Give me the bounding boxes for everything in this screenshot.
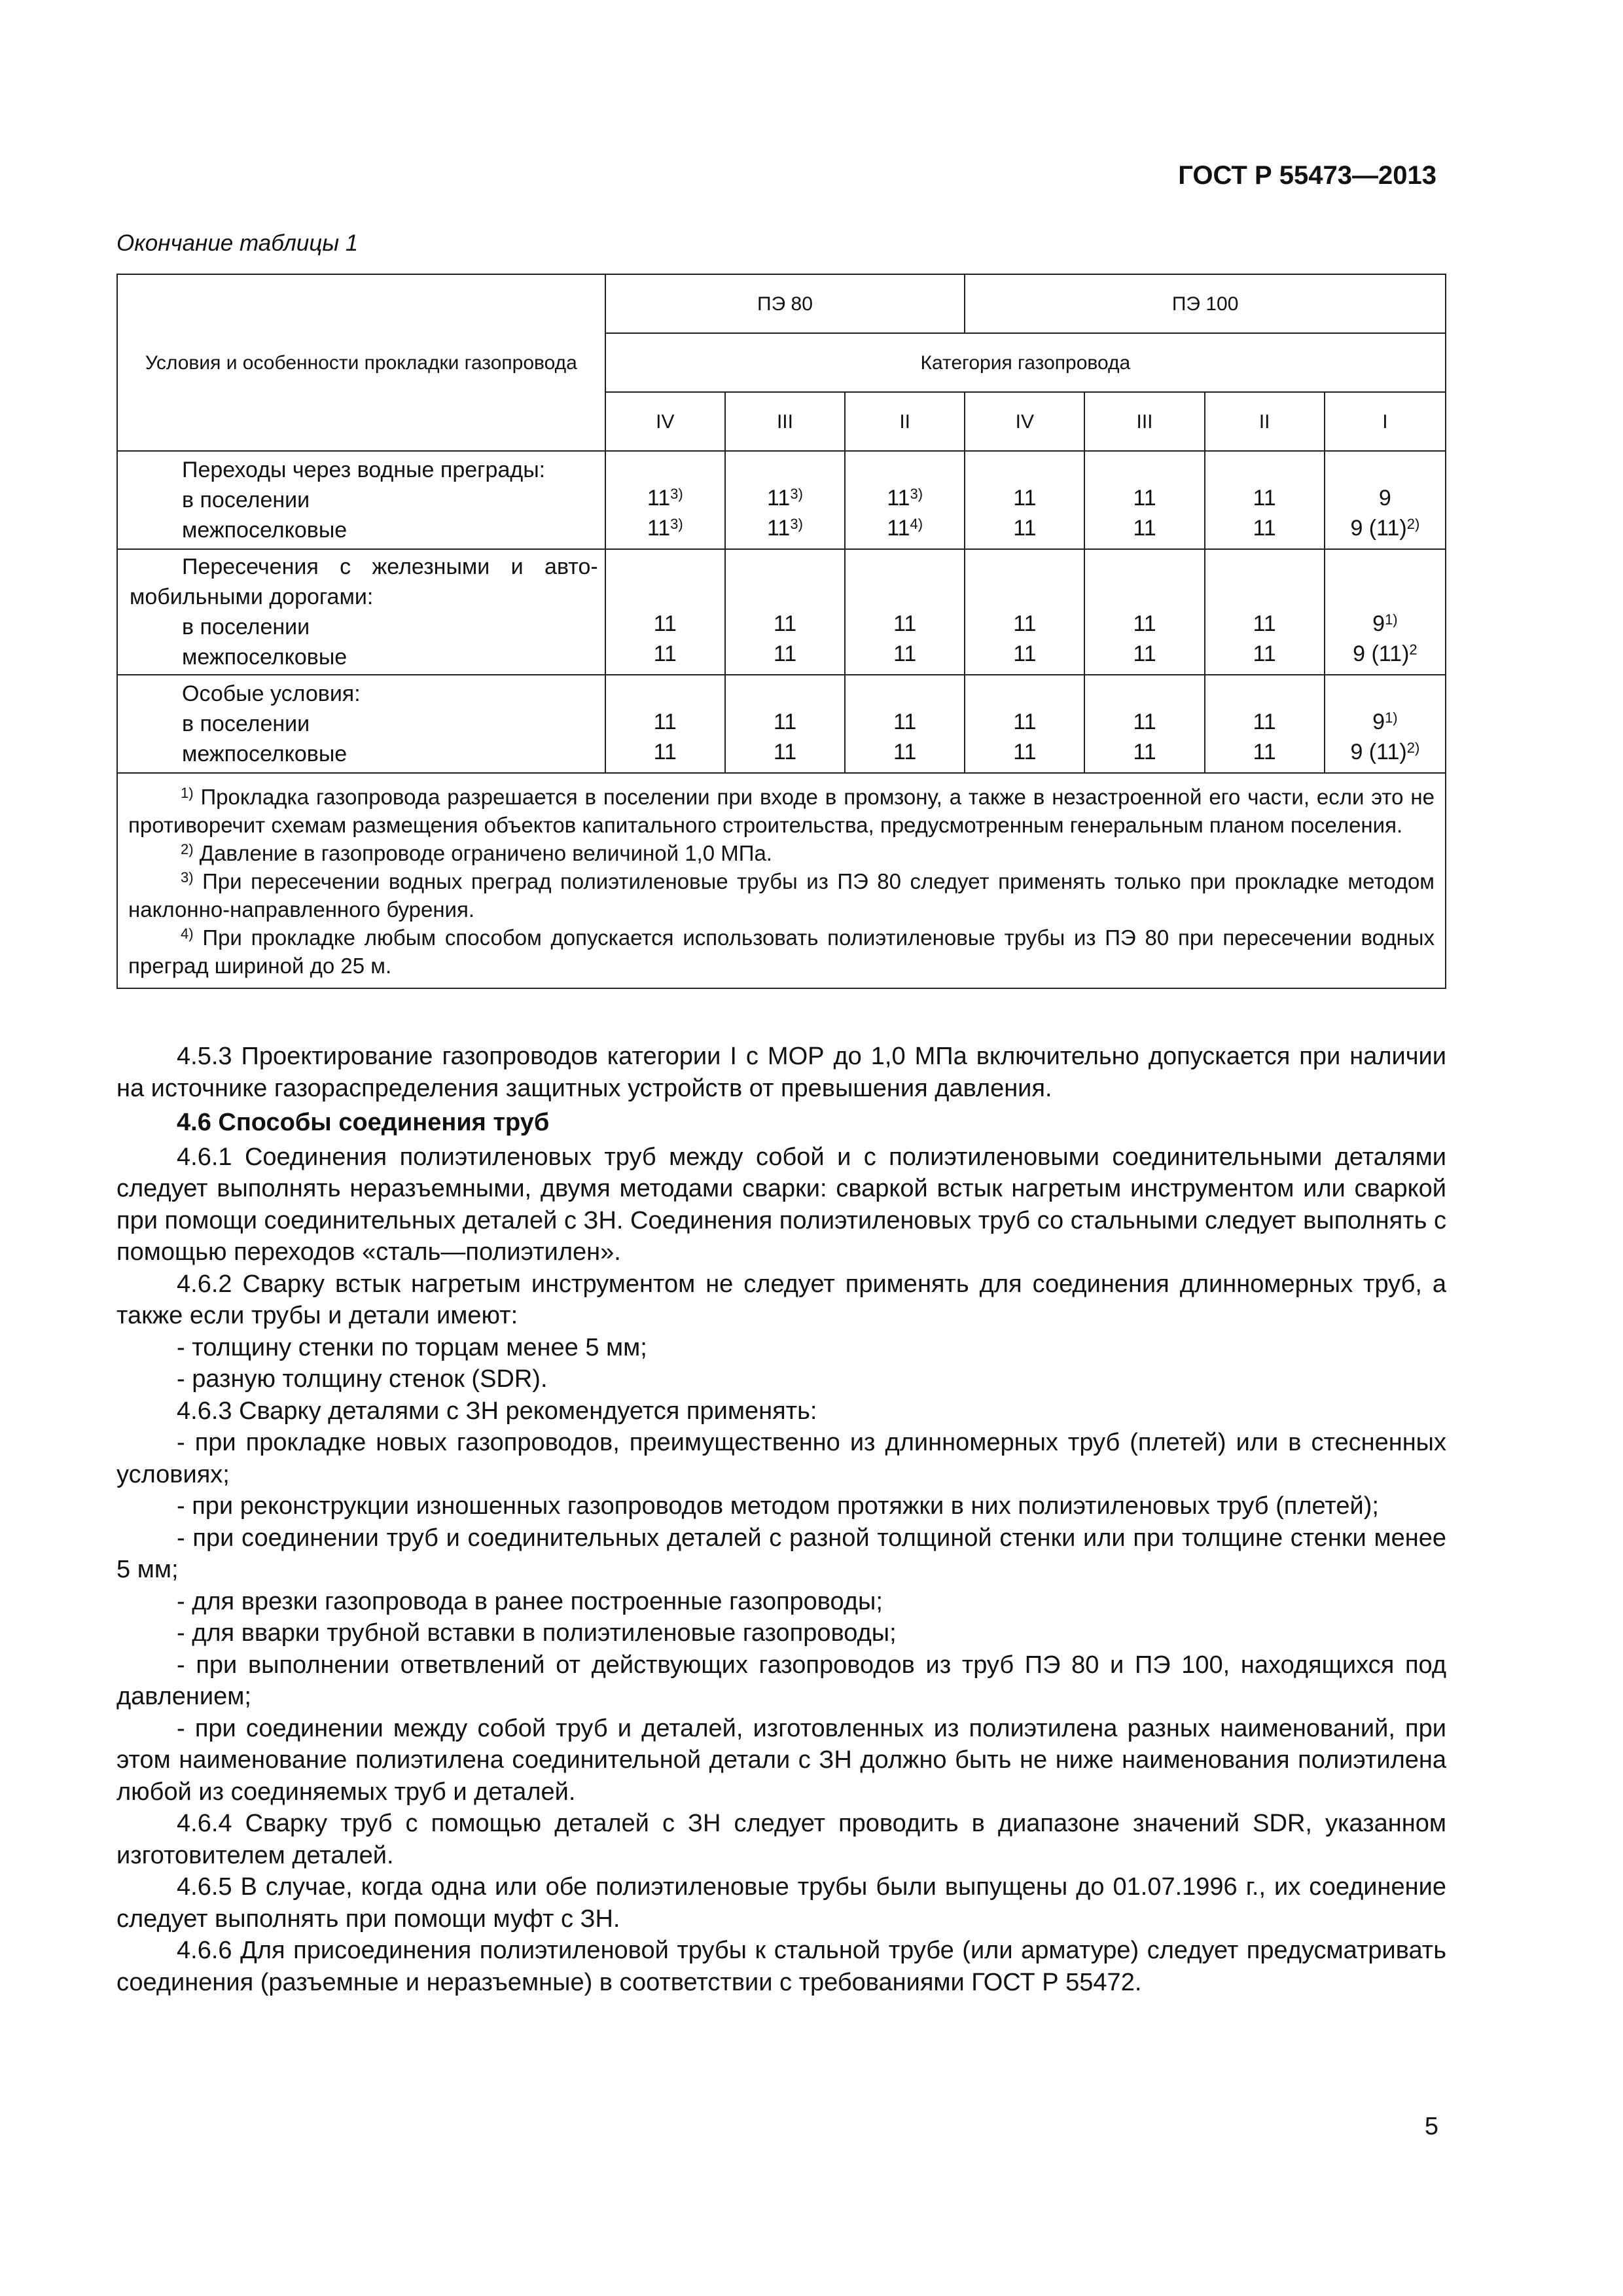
section-heading-4-6: 4.6 Способы соединения труб — [177, 1109, 550, 1136]
condition-sub: в поселении — [182, 711, 310, 736]
condition-cell — [117, 549, 605, 675]
value-cell: 11 11 — [845, 549, 965, 675]
value-cell: 9$^{1)}$ 9 $(11)^2$ — [1325, 549, 1446, 675]
list-item: - для врезки газопровода в ранее построенные газопроводы; — [177, 1587, 883, 1615]
paragraph-4-6-1: 4.6.1 Соединения полиэтиленовых труб между собой и с полиэтиленовыми соединительными деталями следует выполнять неразъемными, двумя методами сварки: сваркой встык нагретым инструментом или сваркой при помощи соединительных деталей с ЗН. Соединения полиэтиленовых труб со стальными следует выполнять с помощью переходов «сталь—полиэтилен». — [116, 1143, 1446, 1266]
table-note: $^{1)}$ Прокладка газопровода разрешается в поселении при входе в промзону, а также в незастроенной его части, если это не противоречит схемам размещения объектов капитального строительства, предусмотренным генеральным планом поселения. — [128, 785, 1435, 837]
value-cell: 11 11 — [1084, 675, 1204, 773]
value-cell: 11 11 — [1084, 549, 1204, 675]
pipe-sdr-table — [116, 274, 1446, 989]
table-note: $^{4)}$ При прокладке любым способом допускается использовать полиэтиленовые трубы из ПЭ 80 при пересечении водных преград шириной до 25 м. — [128, 925, 1435, 978]
value-cell: 11 11 — [605, 675, 725, 773]
condition-title: Пересечения с железными и авто- — [182, 554, 598, 579]
paragraph-4-6-6: 4.6.6 Для присоединения полиэтиленовой трубы к стальной трубе (или арматуре) следует предусматривать соединения (разъемные и неразъемные) в соответствии с требованиями ГОСТ Р 55472. — [116, 1937, 1446, 1996]
category-cell: IV — [965, 392, 1084, 451]
value-cell: 11 11 — [965, 451, 1084, 549]
category-cell: IV — [605, 392, 725, 451]
value-cell: 11 11 — [845, 675, 965, 773]
list-item: - разную толщину стенок (SDR). — [177, 1365, 548, 1393]
table-row — [117, 451, 1446, 549]
paragraph-4-6-3: 4.6.3 Сварку деталями с ЗН рекомендуется применять: — [177, 1397, 817, 1425]
value-cell: 11 11 — [1205, 549, 1325, 675]
conditions-header: Условия и особенности прокладки газопровода — [117, 274, 605, 451]
value-cell: 11 11 — [725, 675, 845, 773]
value-cell: 11 11 — [725, 549, 845, 675]
list-item: - толщину стенки по торцам менее 5 мм; — [177, 1333, 647, 1361]
condition-cell — [117, 675, 605, 773]
value-cell: 11 11 — [1205, 451, 1325, 549]
condition-sub: межпоселковые — [182, 742, 348, 766]
page-number: 5 — [1424, 2113, 1438, 2140]
condition-sub: в поселении — [182, 488, 310, 512]
category-cell: III — [1084, 392, 1204, 451]
paragraph-4-6-5: 4.6.5 В случае, когда одна или обе полиэтиленовые трубы были выпущены до 01.07.1996 г., их соединение следует выполнять при помощи муфт с ЗН. — [116, 1873, 1446, 1933]
list-item: - при соединении между собой труб и деталей, изготовленных из полиэтилена разных наименований, при этом наименование полиэтилена соединительной детали с ЗН должно быть не ниже наименования полиэтилена любой из соединяемых труб и деталей. — [116, 1714, 1446, 1806]
condition-sub: межпоселковые — [182, 518, 348, 543]
value-cell: 11$^{3)}$ 11$^{3)}$ — [605, 451, 725, 549]
value-cell: 11 11 — [965, 549, 1084, 675]
condition-cell — [117, 451, 605, 549]
condition-sub: в поселении — [182, 615, 310, 639]
list-item: - при прокладке новых газопроводов, преимущественно из длинномерных труб (плетей) или в стесненных условиях; — [116, 1429, 1446, 1488]
condition-title-cont: мобильными дорогами: — [130, 584, 374, 609]
category-cell: I — [1325, 392, 1446, 451]
list-item: - при выполнении ответвлений от действующих газопроводов из труб ПЭ 80 и ПЭ 100, находящихся под давлением; — [116, 1651, 1446, 1710]
value-cell: 11 11 — [1084, 451, 1204, 549]
pe80-header: ПЭ 80 — [605, 274, 965, 333]
table-row — [117, 549, 1446, 675]
category-cell: III — [725, 392, 845, 451]
paragraph-4-6-4: 4.6.4 Сварку труб с помощью деталей с ЗН следует проводить в диапазоне значений SDR, указанном изготовителем деталей. — [116, 1810, 1446, 1869]
document-code: ГОСТ Р 55473—2013 — [1178, 161, 1436, 190]
list-item: - для вварки трубной вставки в полиэтиленовые газопроводы; — [177, 1619, 897, 1647]
value-cell: 9 9 $(11)^{2)}$ — [1325, 451, 1446, 549]
category-header: Категория газопровода — [605, 333, 1446, 392]
paragraph-4-5-3: 4.5.3 Проектирование газопроводов категории I с МОР до 1,0 МПа включительно допускается при наличии на источнике газораспределения защитных устройств от превышения давления. — [116, 1043, 1446, 1102]
condition-title: Особые условия: — [182, 681, 361, 706]
table-caption: Окончание таблицы 1 — [116, 230, 359, 256]
body-text — [116, 1041, 1446, 1998]
value-cell: 11$^{3)}$ 11$^{3)}$ — [725, 451, 845, 549]
category-cell: II — [845, 392, 965, 451]
condition-title: Переходы через водные преграды: — [182, 457, 546, 482]
list-item: - при реконструкции изношенных газопроводов методом протяжки в них полиэтиленовых труб (плетей); — [177, 1492, 1379, 1520]
table-note: $^{2)}$ Давление в газопроводе ограничено величиной 1,0 МПа. — [181, 841, 772, 865]
condition-sub: межпоселковые — [182, 645, 348, 670]
value-cell: 9$^{1)}$ 9 $(11)^{2)}$ — [1325, 675, 1446, 773]
value-cell: 11 11 — [1205, 675, 1325, 773]
pe100-header: ПЭ 100 — [965, 274, 1446, 333]
list-item: - при соединении труб и соединительных деталей с разной толщиной стенки или при толщине стенки менее 5 мм; — [116, 1524, 1446, 1583]
table-row — [117, 675, 1446, 773]
category-cell: II — [1205, 392, 1325, 451]
paragraph-4-6-2: 4.6.2 Сварку встык нагретым инструментом не следует применять для соединения длинномерных труб, а также если трубы и детали имеют: — [116, 1270, 1446, 1329]
table-notes — [117, 773, 1446, 988]
table-note: $^{3)}$ При пересечении водных преград полиэтиленовые трубы из ПЭ 80 следует применять только при прокладке методом наклонно-направленного бурения. — [128, 869, 1435, 922]
value-cell: 11 11 — [605, 549, 725, 675]
value-cell: 11 11 — [965, 675, 1084, 773]
value-cell: 11$^{3)}$ 11$^{4)}$ — [845, 451, 965, 549]
